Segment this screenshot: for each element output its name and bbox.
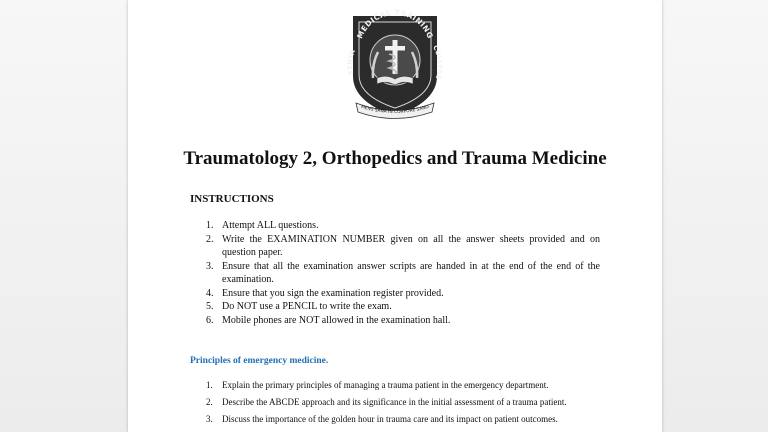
college-crest-logo [346,6,444,120]
list-item: 1. Attempt ALL questions. [206,220,319,231]
list-item: 3. Ensure that all the examination answer scripts are handed in at the end of the end of the examination. [206,260,600,285]
question-item: 2. Describe the ABCDE approach and its significance in the initial assessment of a trauma patient. [206,397,567,407]
exam-title: Traumatology 2, Orthopedics and Trauma Medicine [183,148,607,169]
list-item: 5. Do NOT use a PENCIL to write the exam. [206,301,392,312]
instructions-list [190,219,600,327]
section-heading: Principles of emergency medicine. [190,356,329,366]
svg-text:MEDICAL TRAINING: MEDICAL TRAINING [355,7,435,40]
document-page [128,0,662,432]
list-item: 2. Write the EXAMINATION NUMBER given on all the answer sheets provided and on question paper. [206,233,600,258]
instructions-heading: INSTRUCTIONS [190,193,274,205]
list-item: 4. Ensure that you sign the examination register provided. [206,287,444,299]
svg-text:KENYA: KENYA [346,48,357,76]
list-item: 6. Mobile phones are NOT allowed in the examination hall. [206,314,451,326]
svg-text:COLLEGE: COLLEGE [431,44,444,81]
question-item: 3. Discuss the importance of the golden hour in trauma care and its impact on patient outcomes. [206,414,558,424]
question-item: 1. Explain the primary principles of managing a trauma patient in the emergency department. [206,380,549,390]
svg-text:MENS SANA IN CORPORE SANO: MENS SANA IN CORPORE SANO [360,104,430,116]
questions-list [190,379,600,430]
